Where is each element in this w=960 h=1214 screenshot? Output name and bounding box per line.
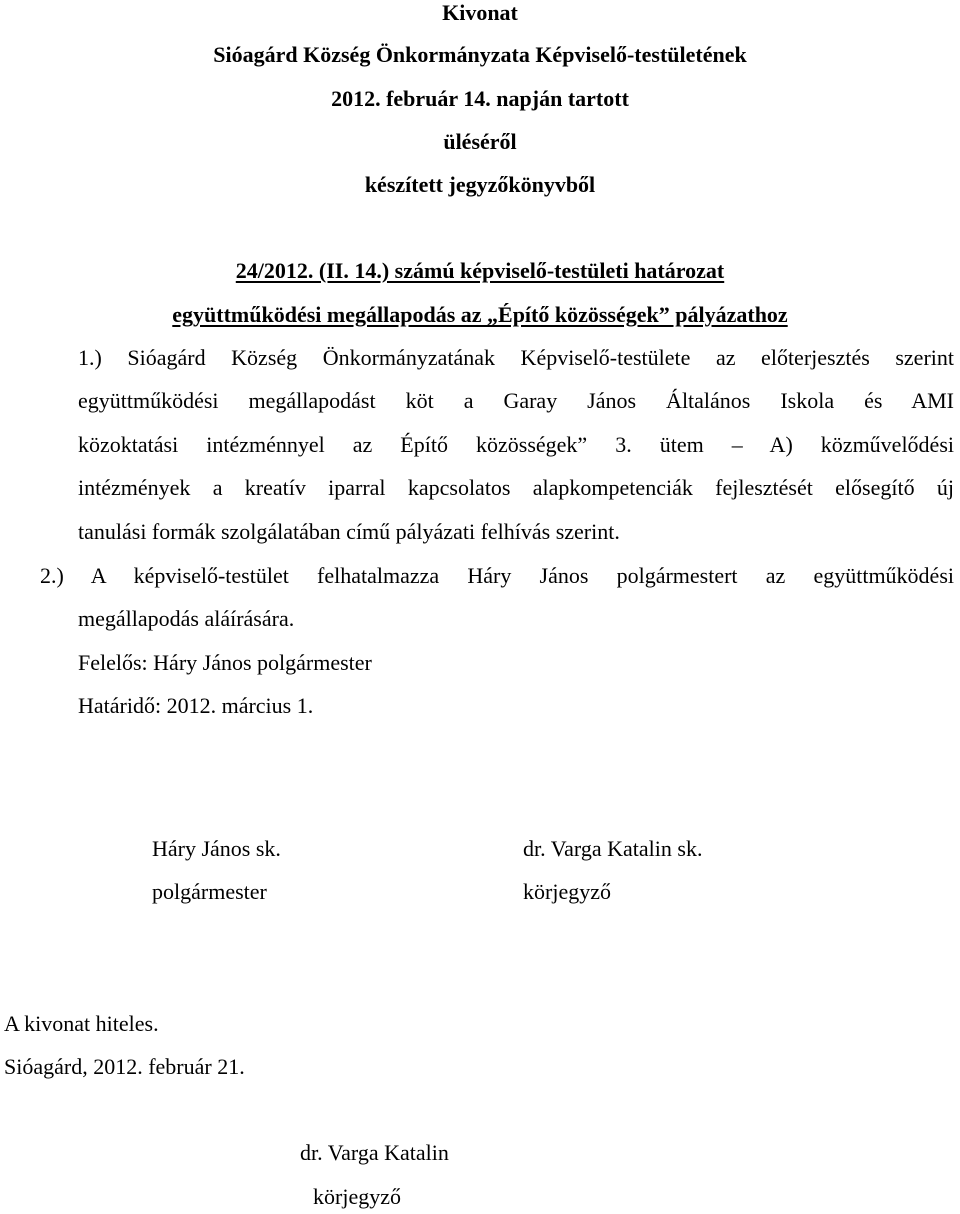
certification-place-date: Sióagárd, 2012. február 21. (4, 1054, 245, 1079)
paragraph-line: 2.) A képviselő-testület felhatalmazza Háry János polgármestert az együttműködési (40, 563, 954, 588)
responsible-person: Felelős: Háry János polgármester (78, 650, 372, 675)
signature-left-name: Háry János sk. (152, 836, 281, 861)
paragraph-line: közoktatási intézménnyel az Építő közösségek” 3. ütem – A) közművelődési (78, 432, 954, 457)
header-meeting-date: 2012. február 14. napján tartott (331, 86, 629, 111)
signature-right-title: körjegyző (523, 879, 611, 904)
signature-left-title: polgármester (152, 879, 267, 904)
certifier-name: dr. Varga Katalin (300, 1140, 449, 1165)
paragraph-line: tanulási formák szolgálatában című pályázati felhívás szerint. (78, 519, 620, 544)
header-session: üléséről (443, 129, 517, 154)
signature-right-name: dr. Varga Katalin sk. (523, 836, 703, 861)
paragraph-line: 1.) Sióagárd Község Önkormányzatának Képviselő-testülete az előterjesztés szerint (78, 345, 954, 370)
header-body-name: Sióagárd Község Önkormányzata Képviselő-testületének (213, 42, 747, 67)
deadline: Határidő: 2012. március 1. (78, 693, 314, 718)
document-title: Kivonat (442, 0, 518, 25)
paragraph-line: megállapodás aláírására. (78, 606, 295, 631)
paragraph-line: együttműködési megállapodást köt a Garay János Általános Iskola és AMI (78, 388, 954, 413)
paragraph-line: intézmények a kreatív iparral kapcsolatos alapkompetenciák fejlesztését elősegítő új (78, 475, 954, 500)
certifier-title: körjegyző (313, 1184, 401, 1209)
certification-statement: A kivonat hiteles. (4, 1011, 159, 1036)
resolution-number: 24/2012. (II. 14.) számú képviselő-testületi határozat (235, 258, 725, 283)
header-minutes: készített jegyzőkönyvből (364, 172, 596, 197)
resolution-subject: együttműködési megállapodás az „Építő közösségek” pályázathoz (172, 302, 788, 327)
